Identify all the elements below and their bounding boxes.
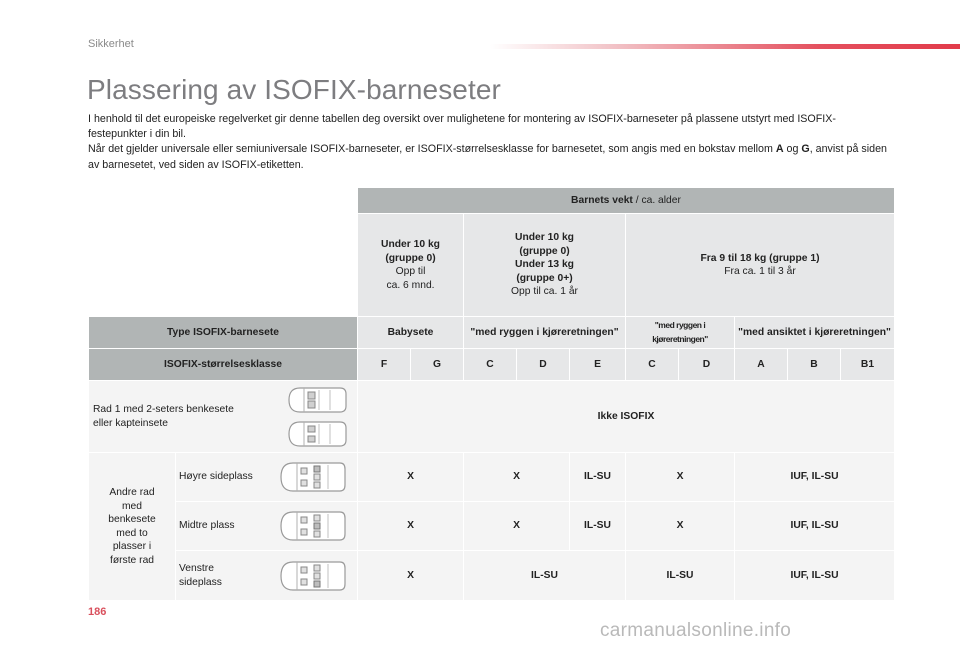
van-seat-icon-left	[278, 559, 348, 593]
size-class: A	[735, 349, 788, 381]
size-class: G	[411, 349, 464, 381]
group-0plus-header: Under 10 kg (gruppe 0) Under 13 kg (gruppe 0+) Opp til ca. 1 år	[464, 214, 626, 317]
cell-x: X	[626, 502, 735, 551]
watermark: carmanualsonline.info	[600, 620, 792, 641]
size-class: E	[570, 349, 626, 381]
size-class: C	[626, 349, 679, 381]
row2-position-cell	[176, 551, 358, 601]
blank-corner	[89, 188, 358, 214]
cell-x: X	[358, 502, 464, 551]
type-label: Type ISOFIX-barnesete	[89, 317, 358, 349]
size-class: F	[358, 349, 411, 381]
row2-position-label: Venstre sideplass	[179, 563, 222, 588]
size-class: D	[517, 349, 570, 381]
row2-position-label: Midtre plass	[179, 520, 235, 532]
van-seat-icon-front-bench	[286, 385, 348, 415]
cell-x: X	[464, 502, 570, 551]
row2-position-label: Høyre sideplass	[179, 471, 253, 483]
cell-iuf: IUF, IL-SU	[735, 502, 895, 551]
section-label: Sikkerhet	[88, 38, 134, 50]
weight-header: Barnets vekt / ca. alder	[358, 188, 895, 214]
isofix-table	[88, 187, 895, 601]
size-class-label: ISOFIX-størrelsesklasse	[89, 349, 358, 381]
cell-x: X	[464, 453, 570, 502]
cell-x: X	[626, 453, 735, 502]
size-class: D	[679, 349, 735, 381]
cell-x: X	[358, 453, 464, 502]
row2-group-label: Andre rad med benkesete med to plasser i første rad	[89, 453, 176, 601]
header-accent-rule	[490, 44, 960, 49]
row2-position-cell	[176, 453, 358, 502]
intro-paragraph-1: I henhold til det europeiske regelverket gir denne tabellen deg oversikt over mulighetene for montering av ISOFIX-barneseter på plassene utstyrt med ISOFIX-festepunkter i din bil.	[88, 113, 836, 141]
cell-x: X	[358, 551, 464, 601]
size-class: B1	[841, 349, 895, 381]
page-number: 186	[88, 606, 107, 618]
van-seat-icon-right	[278, 460, 348, 494]
size-class: B	[788, 349, 841, 381]
row1-label-cell	[89, 381, 358, 453]
type-rear-facing-1: "med ryggen i kjøreretningen"	[464, 317, 626, 349]
row1-label: Rad 1 med 2-seters benkesete eller kapteinsete	[93, 404, 234, 429]
row2-position-cell	[176, 502, 358, 551]
intro-paragraph-2: Når det gjelder universale eller semiuniversale ISOFIX-barneseter, er ISOFIX-størrelsesklasse for barnesetet, som angis med en bokstav mellom A og G, anvist på siden av barnesetet, ved siden av ISOFIX-etiketten.	[88, 143, 887, 171]
cell-il-su: IL-SU	[626, 551, 735, 601]
cell-il-su: IL-SU	[570, 502, 626, 551]
type-rear-facing-2: "med ryggen i kjøreretningen"	[626, 317, 735, 349]
group-0-header: Under 10 kg (gruppe 0) Opp til ca. 6 mnd.	[358, 214, 464, 317]
van-seat-icon-front-captain	[286, 419, 348, 449]
cell-iuf: IUF, IL-SU	[735, 453, 895, 502]
cell-il-su: IL-SU	[464, 551, 626, 601]
page-title: Plassering av ISOFIX-barneseter	[87, 74, 501, 105]
group-1-header: Fra 9 til 18 kg (gruppe 1) Fra ca. 1 til 3 år	[626, 214, 895, 317]
cell-iuf: IUF, IL-SU	[735, 551, 895, 601]
cell-il-su: IL-SU	[570, 453, 626, 502]
size-class: C	[464, 349, 517, 381]
type-babysete: Babysete	[358, 317, 464, 349]
row1-value: Ikke ISOFIX	[358, 381, 895, 453]
van-seat-icon-middle	[278, 509, 348, 543]
intro-text	[88, 112, 888, 173]
type-forward-facing: "med ansiktet i kjøreretningen"	[735, 317, 895, 349]
